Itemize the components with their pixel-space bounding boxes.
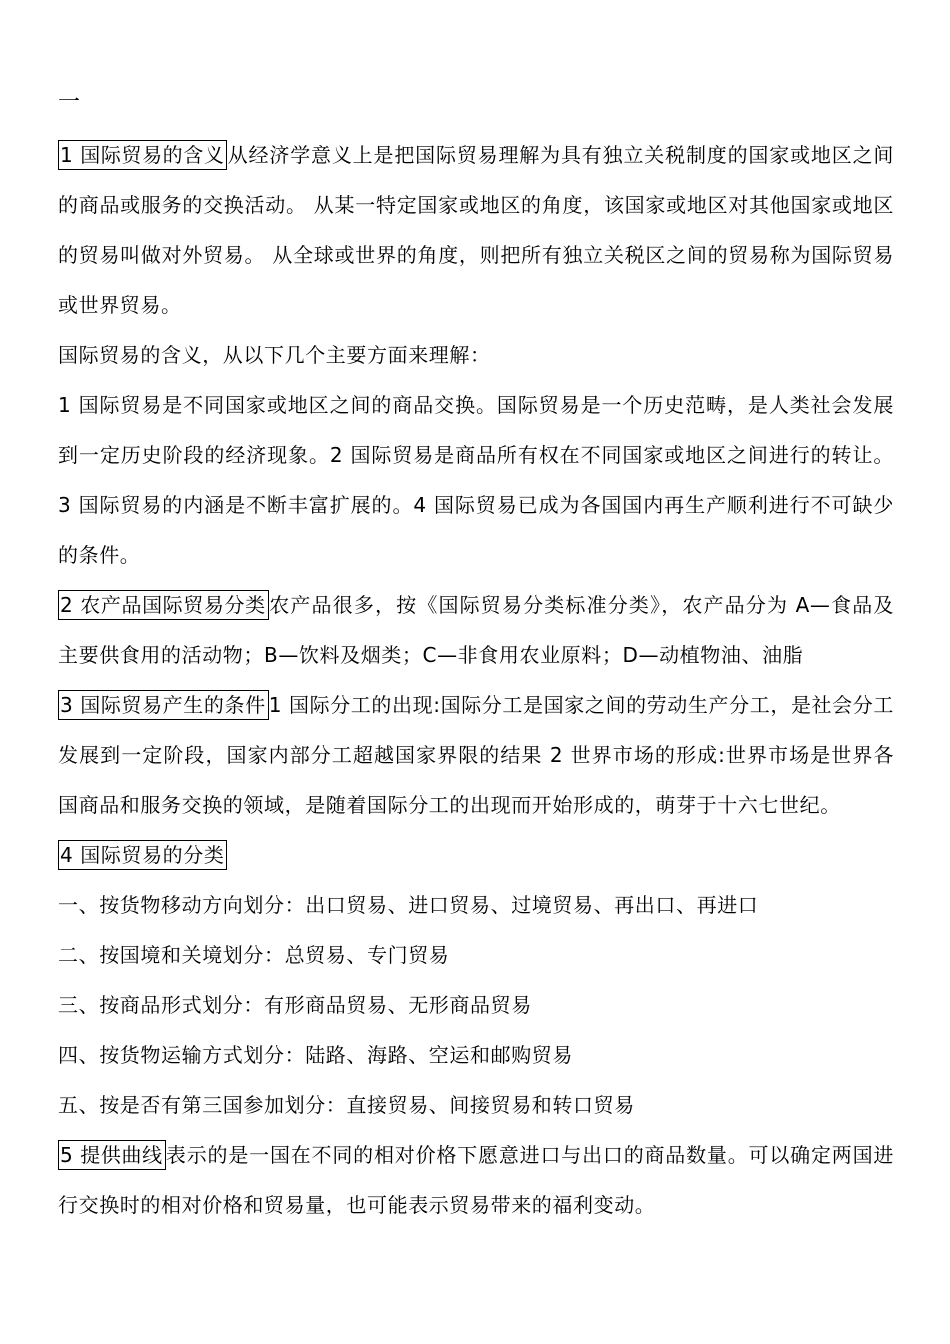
section-1-paragraph	[58, 130, 894, 330]
classification-item: 二、按国境和关境划分：总贸易、专门贸易	[58, 943, 450, 967]
document-page	[58, 88, 894, 1230]
section-2-title: 2 农产品国际贸易分类	[58, 590, 269, 620]
section-4-heading	[58, 830, 894, 880]
classification-item: 三、按商品形式划分：有形商品贸易、无形商品贸易	[58, 993, 532, 1017]
classification-item: 四、按货物运输方式划分：陆路、海路、空运和邮购贸易	[58, 1043, 573, 1067]
section-5-body: 表示的是一国在不同的相对价格下愿意进口与出口的商品数量。可以确定两国进行交换时的相对价格和贸易量，也可能表示贸易带来的福利变动。	[58, 1143, 894, 1217]
section-3-paragraph	[58, 680, 894, 830]
section-1-title: 1 国际贸易的含义	[58, 140, 227, 170]
section-4-title: 4 国际贸易的分类	[58, 840, 227, 870]
section-1-points: 1 国际贸易是不同国家或地区之间的商品交换。国际贸易是一个历史范畴，是人类社会发展到一定历史阶段的经济现象。2 国际贸易是商品所有权在不同国家或地区之间进行的转让。3 国际贸易的内涵是不断丰富扩展的。4 国际贸易已成为各国国内再生产顺利进行不可缺少的条件。	[58, 393, 894, 567]
section-3-title: 3 国际贸易产生的条件	[58, 690, 269, 720]
section-5-paragraph	[58, 1130, 894, 1230]
section-2-body: 农产品很多，按《国际贸易分类标准分类》，农产品分为 A—食品及主要供食用的活动物；B—饮料及烟类；C—非食用农业原料；D—动植物油、油脂	[58, 593, 894, 667]
section-2-paragraph	[58, 580, 894, 680]
section-3-body: 1 国际分工的出现:国际分工是国家之间的劳动生产分工，是社会分工发展到一定阶段，国家内部分工超越国家界限的结果 2 世界市场的形成:世界市场是世界各国商品和服务交换的领域，是随着国际分工的出现而开始形成的，萌芽于十六七世纪。	[58, 693, 894, 817]
classification-item: 一、按货物移动方向划分：出口贸易、进口贸易、过境贸易、再出口、再进口	[58, 893, 759, 917]
section-1-intro: 国际贸易的含义，从以下几个主要方面来理解：	[58, 343, 491, 367]
heading-mark: 一	[58, 90, 81, 115]
section-1-body: 从经济学意义上是把国际贸易理解为具有独立关税制度的国家或地区之间的商品或服务的交换活动。 从某一特定国家或地区的角度，该国家或地区对其他国家或地区的贸易叫做对外贸易。 从全球或世界的角度，则把所有独立关税区之间的贸易称为国际贸易或世界贸易。	[58, 143, 894, 317]
section-5-title: 5 提供曲线	[58, 1140, 166, 1170]
classification-item: 五、按是否有第三国参加划分：直接贸易、间接贸易和转口贸易	[58, 1093, 635, 1117]
